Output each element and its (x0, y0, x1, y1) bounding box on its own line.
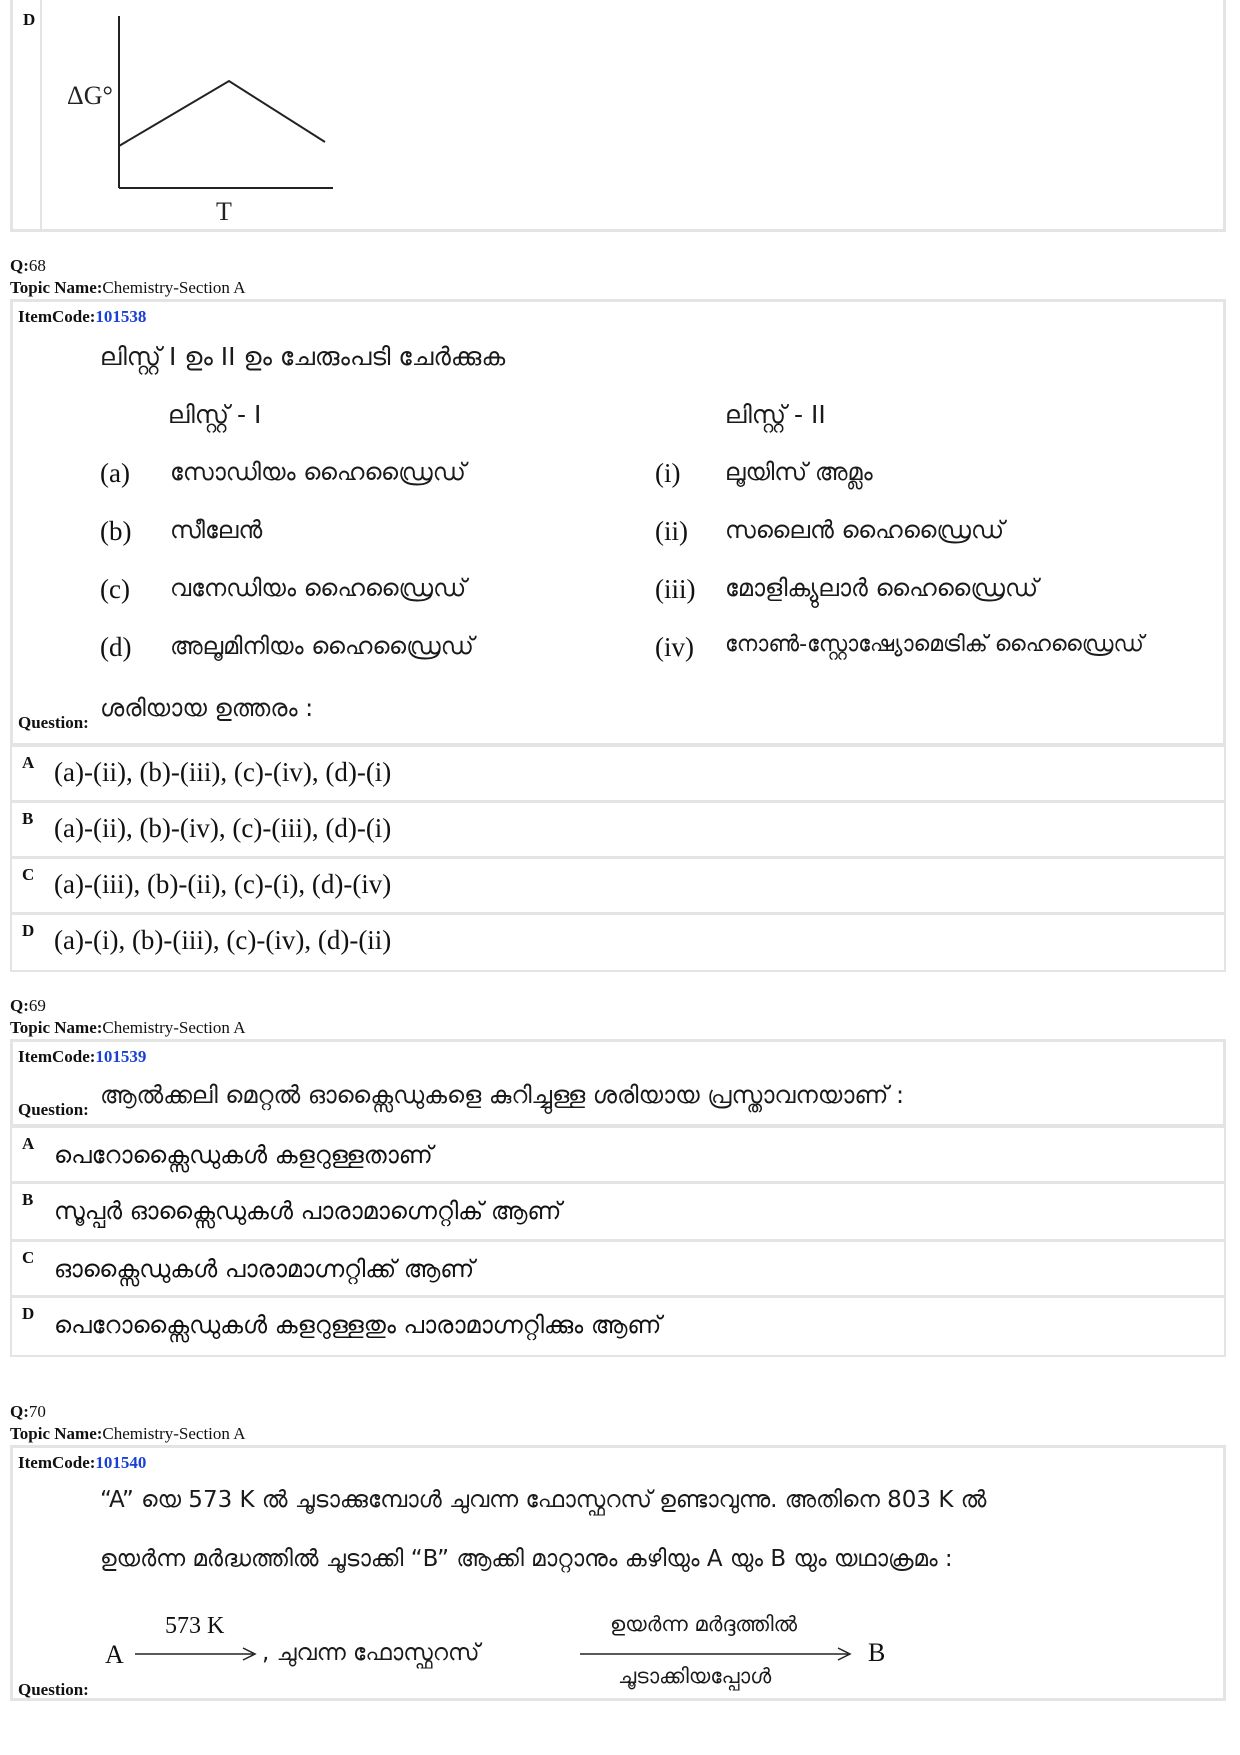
itemcode-value: 101538 (95, 307, 147, 326)
q69-question: ആൽക്കലി മെറ്റൽ ഓക്സൈഡുകളെ കുറിച്ചുള്ള ശരിയായ പ്രസ്താവനയാണ് : (100, 1081, 905, 1109)
question-label: Question: (18, 713, 89, 732)
option-a[interactable] (10, 1125, 1226, 1183)
q69-itemcode: ItemCode:101539 (18, 1047, 147, 1066)
option-d[interactable] (10, 912, 1226, 972)
arrow2-top-label: ഉയർന്ന മർദ്ദത്തിൽ (610, 1612, 797, 1636)
option-letter: B (22, 1190, 34, 1209)
arrow2-bottom-label: ചൂടാക്കിയപ്പോൾ (618, 1664, 772, 1688)
list1-title: ലിസ്റ്റ് - I (168, 400, 262, 429)
y-axis-label: ΔG° (67, 81, 113, 110)
scheme-start: A (105, 1640, 124, 1669)
list2-mark: (iii) (655, 574, 696, 604)
delta-g-vs-t-graph (53, 6, 353, 226)
option-c[interactable] (10, 1239, 1226, 1297)
scheme-middle: , ചുവന്ന ഫോസ്ഫറസ് (262, 1640, 480, 1666)
itemcode-value: 101540 (95, 1453, 147, 1472)
arrow1-label: 573 K (165, 1613, 225, 1639)
itemcode-value: 101539 (95, 1047, 147, 1066)
topic-name: Chemistry-Section A (102, 278, 246, 297)
list2-item: സലൈൻ ഹൈഡ്രൈഡ് (725, 516, 1005, 544)
option-letter: A (22, 1134, 35, 1153)
option-text: (a)-(ii), (b)-(iv), (c)-(iii), (d)-(i) (54, 813, 392, 843)
list2-item: മോളിക്യുലാർ ഹൈഡ്രൈഡ് (725, 574, 1039, 602)
topic-name: Chemistry-Section A (102, 1424, 246, 1443)
option-text: ഓക്സൈഡുകൾ പാരാമാഗ്നറ്റിക്ക് ആണ് (54, 1255, 475, 1283)
question-number: 69 (28, 996, 46, 1015)
list1-item: സോഡിയം ഹൈഡ്രൈഡ് (170, 458, 466, 486)
arrow-1 (135, 1644, 265, 1664)
option-letter: A (22, 753, 35, 772)
list2-title: ലിസ്റ്റ് - II (725, 400, 826, 429)
list2-item: ലൂയിസ് അമ്ലം (725, 458, 873, 486)
q70-itemcode: ItemCode:101540 (18, 1453, 147, 1472)
option-letter: B (22, 809, 34, 828)
option-divider (40, 0, 42, 229)
scheme-end: B (868, 1638, 886, 1667)
x-axis-label: T (216, 197, 232, 226)
list1-mark: (b) (100, 516, 132, 546)
option-text: സൂപ്പർ ഓക്സൈഡുകൾ പാരാമാഗ്നെറ്റിക് ആണ് (54, 1197, 562, 1225)
q70-header: Q:70 Topic Name:Chemistry-Section A (10, 1402, 246, 1443)
list1-mark: (d) (100, 632, 132, 662)
q70-line-2: ഉയർന്ന മർദ്ധത്തിൽ ചൂടാക്കി “B” ആക്കി മാറ്റാനും കഴിയും A യും B യും യഥാക്രമം : (100, 1546, 953, 1572)
question-label: Question: (18, 1100, 89, 1119)
option-text: (a)-(ii), (b)-(iii), (c)-(iv), (d)-(i) (54, 757, 392, 787)
option-c[interactable] (10, 856, 1226, 914)
q70-line-1: “A” യെ 573 K ൽ ചൂടാക്കുമ്പോൾ ചുവന്ന ഫോസ്ഫറസ് ഉണ്ടാവുന്നു. അതിനെ 803 K ൽ (100, 1487, 987, 1513)
list2-mark: (iv) (655, 632, 694, 662)
option-text: പെറോക്സൈഡുകൾ കളറുള്ളതും പാരാമാഗ്നറ്റിക്കും ആണ് (54, 1311, 662, 1339)
list1-item: വനേഡിയം ഹൈഡ്രൈഡ് (170, 574, 467, 602)
option-a[interactable] (10, 744, 1226, 802)
list2-item: നോൺ-സ്റ്റോഷ്യോമെട്രിക് ഹൈഡ്രൈഡ് (725, 632, 1144, 657)
list2-mark: (i) (655, 458, 681, 488)
prev-option-d-box (10, 0, 1226, 232)
arrow-2 (580, 1644, 860, 1664)
question-label: Question: (18, 1680, 89, 1699)
q68-stem: ലിസ്റ്റ് I ഉം II ഉം ചേരുംപടി ചേർക്കുക (100, 342, 506, 371)
list2-mark: (ii) (655, 516, 688, 546)
option-letter: D (22, 1304, 35, 1323)
q69-header: Q:69 Topic Name:Chemistry-Section A (10, 996, 246, 1037)
question-number: 68 (28, 256, 46, 275)
option-letter: D (22, 921, 35, 940)
q68-question: ശരിയായ ഉത്തരം : (100, 694, 314, 722)
option-text: (a)-(i), (b)-(iii), (c)-(iv), (d)-(ii) (54, 925, 392, 955)
q68-header: Q:68 Topic Name:Chemistry-Section A (10, 256, 246, 297)
question-number: 70 (28, 1402, 46, 1421)
option-letter: C (22, 865, 35, 884)
option-text: (a)-(iii), (b)-(ii), (c)-(i), (d)-(iv) (54, 869, 392, 899)
q68-itemcode: ItemCode:101538 (18, 307, 147, 326)
list1-mark: (a) (100, 458, 130, 488)
delta-g-curve (119, 81, 325, 146)
option-letter: D (23, 10, 36, 29)
option-d[interactable] (10, 1295, 1226, 1357)
option-b[interactable] (10, 800, 1226, 858)
option-letter: C (22, 1248, 35, 1267)
option-b[interactable] (10, 1181, 1226, 1241)
list1-item: അലൂമിനിയം ഹൈഡ്രൈഡ് (170, 632, 474, 660)
option-text: പെറോക്സൈഡുകൾ കളറുള്ളതാണ് (54, 1141, 433, 1169)
list1-item: സീലേൻ (170, 516, 263, 544)
topic-name: Chemistry-Section A (102, 1018, 246, 1037)
list1-mark: (c) (100, 574, 130, 604)
